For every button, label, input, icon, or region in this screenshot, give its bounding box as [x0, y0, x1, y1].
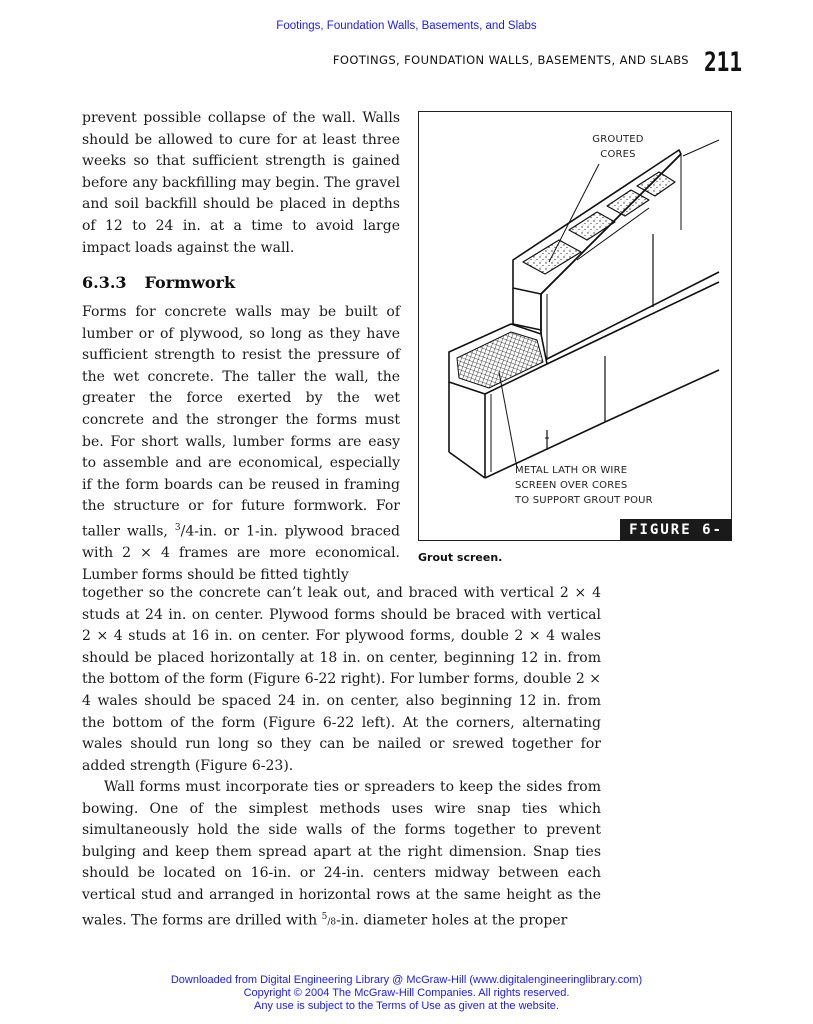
paragraph-snap-ties-part1: Wall forms must incorporate ties or spreaders to keep the sides from bowing. One of the simplest methods uses wire snap ties which simultaneously hold the side walls of the forms together to prevent bulging and keep them spread apart at the right dimension. Snap ties should be located on 16-in. or 24-in. centers midway between each vertical stud and arranged in horizontal rows at the same height as the wales. The forms are drilled with [82, 779, 601, 929]
footer-download-line[interactable]: Downloaded from Digital Engineering Library @ McGraw-Hill (www.digitalengineeringlibrary.com) [170, 974, 643, 986]
fraction-three-quarter-denominator: /4 [180, 523, 195, 540]
footer-terms-line[interactable]: Any use is subject to the Terms of Use as given at the website. [254, 1000, 559, 1012]
label-lath-line3: TO SUPPORT GROUT POUR [515, 495, 653, 506]
paragraph-formwork [82, 302, 400, 586]
paragraph-formwork-part1: Forms for concrete walls may be built of lumber or of plywood, so long as they have sufficient strength to resist the pressure of the wet concrete. The taller the wall, the greater the force exerted by the wet concrete and the stronger the forms must be. For short walls, lumber forms are easy to assemble and are economical, especially if the form boards can be reused in framing the structure or for future formwork. For taller walls, [82, 304, 400, 540]
section-title: Formwork [144, 273, 236, 292]
paragraph-backfill: prevent possible collapse of the wall. Walls should be allowed to cure for at least three weeks so that sufficient strength is gained before any backfilling may begin. The gravel and soil backfill should be placed in depths of 12 to 24 in. at a time to avoid large impact loads against the wall. [82, 110, 400, 256]
fraction-three-quarter-numerator: 3 [174, 522, 181, 533]
fraction-five-eighths-numerator: 5 [321, 911, 328, 922]
paragraph-snap-ties-part2: -in. diameter holes at the proper [336, 912, 568, 929]
footer-copyright-line: Copyright © 2004 The McGraw-Hill Companies. All rights reserved. [243, 987, 570, 999]
fraction-five-eighths-denominator: /8 [327, 917, 337, 928]
label-grouted-cores [583, 132, 653, 162]
figure-number-tag: FIGURE 6-20 [620, 519, 732, 541]
footer-notice[interactable] [0, 974, 813, 1013]
page-number: 211 [704, 47, 743, 78]
paragraph-snap-ties [82, 777, 601, 934]
section-heading [82, 273, 235, 292]
figure-caption: Grout screen. [418, 551, 503, 564]
chapter-link[interactable]: Footings, Foundation Walls, Basements, and Slabs [276, 20, 537, 32]
label-lath-line2: SCREEN OVER CORES [515, 480, 628, 491]
label-grouted-line1: GROUTED [592, 134, 644, 145]
paragraph-formwork-continued: together so the concrete can’t leak out, and braced with vertical 2 × 4 studs at 24 in. on center. Plywood forms should be braced with vertical 2 × 4 studs at 16 in. on center. For plywood forms, double 2 × 4 wales should be placed horizontally at 18 in. on center, beginning 12 in. from the bottom of the form (Figure 6-22 right). For lumber forms, double 2 × 4 wales should be spaced 24 in. on center, also beginning 12 in. from the bottom of the form (Figure 6-22 left). At the corners, alternating wales should run long so they can be nailed or srewed together for added strength (Figure 6-23). [82, 585, 601, 774]
section-number: 6.3.3 [82, 273, 127, 292]
paragraph-formwork-part2: -in. or 1-in. plywood braced with 2 × 4 frames are more economical. Lumber forms should be fitted tightly [82, 523, 400, 583]
label-metal-lath [515, 463, 653, 508]
label-lath-line1: METAL LATH OR WIRE [515, 465, 628, 476]
running-head: FOOTINGS, FOUNDATION WALLS, BASEMENTS, AND SLABS [332, 53, 689, 67]
label-grouted-line2: CORES [600, 149, 636, 160]
